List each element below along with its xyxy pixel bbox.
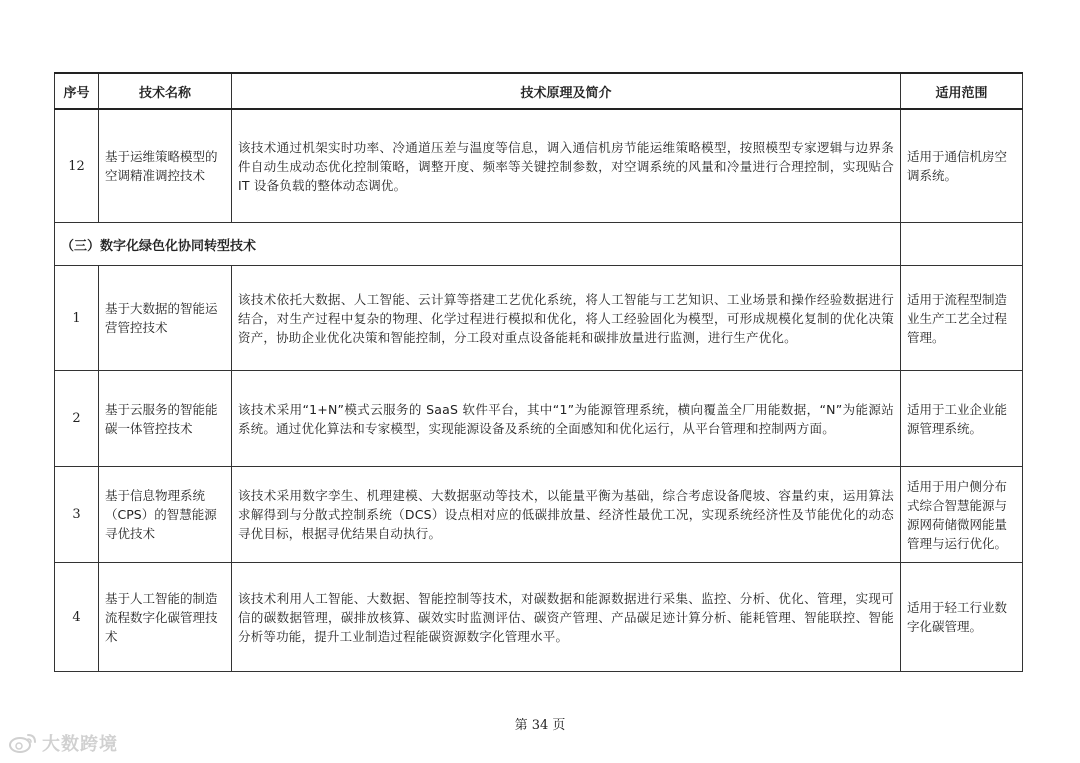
watermark-text: 大数跨境 (42, 734, 118, 755)
tech-description: 该技术采用数字孪生、机理建模、大数据驱动等技术，以能量平衡为基础，综合考虑设备爬坡、容量约束，运用算法求解得到与分散式控制系统（DCS）设点相对应的低碳排放量、经济性最优工况，实现系统经济性及节能优化的动态寻优目标，根据寻优结果自动执行。 (232, 467, 901, 563)
table-row (55, 109, 1023, 223)
tech-name: 基于运维策略模型的空调精准调控技术 (99, 109, 232, 223)
header-no: 序号 (55, 73, 99, 109)
section-title: （三）数字化绿色化协同转型技术 (55, 223, 901, 266)
tech-scope: 适用于流程型制造业生产工艺全过程管理。 (901, 266, 1023, 371)
tech-name: 基于信息物理系统（CPS）的智慧能源寻优技术 (99, 467, 232, 563)
header-tech-desc: 技术原理及简介 (232, 73, 901, 109)
row-number: 12 (55, 109, 99, 223)
tech-description: 该技术通过机架实时功率、冷通道压差与温度等信息，调入通信机房节能运维策略模型，按照模型专家逻辑与边界条件自动生成动态优化控制策略，调整开度、频率等关键控制参数，对空调系统的风量和冷量进行合理控制，实现贴合 IT 设备负载的整体动态调优。 (232, 109, 901, 223)
table-row (55, 563, 1023, 672)
section-empty-cell (901, 223, 1023, 266)
table-header-row (55, 73, 1023, 109)
row-number: 2 (55, 371, 99, 467)
header-tech-name: 技术名称 (99, 73, 232, 109)
tech-description: 该技术利用人工智能、大数据、智能控制等技术，对碳数据和能源数据进行采集、监控、分析、优化、管理，实现可信的碳数据管理，碳排放核算、碳效实时监测评估、碳资产管理、产品碳足迹计算分析、能耗管理、智能联控、智能分析等功能，提升工业制造过程能碳资源数字化管理水平。 (232, 563, 901, 672)
technology-table (54, 72, 1023, 672)
page-number: 第 34 页 (514, 718, 566, 733)
tech-name: 基于大数据的智能运营管控技术 (99, 266, 232, 371)
row-number: 4 (55, 563, 99, 672)
tech-name: 基于人工智能的制造流程数字化碳管理技术 (99, 563, 232, 672)
row-number: 1 (55, 266, 99, 371)
header-scope: 适用范围 (901, 73, 1023, 109)
weibo-logo-icon (8, 731, 38, 755)
tech-scope: 适用于用户侧分布式综合智慧能源与源网荷储微网能量管理与运行优化。 (901, 467, 1023, 563)
watermark (8, 728, 118, 758)
tech-scope: 适用于轻工行业数字化碳管理。 (901, 563, 1023, 672)
tech-description: 该技术采用“1+N”模式云服务的 SaaS 软件平台，其中“1”为能源管理系统，横向覆盖全厂用能数据，“N”为能源站系统。通过优化算法和专家模型，实现能源设备及系统的全面感知和优化运行，从平台管理和控制两方面。 (232, 371, 901, 467)
tech-scope: 适用于通信机房空调系统。 (901, 109, 1023, 223)
table-row (55, 467, 1023, 563)
tech-name: 基于云服务的智能能碳一体管控技术 (99, 371, 232, 467)
tech-description: 该技术依托大数据、人工智能、云计算等搭建工艺优化系统，将人工智能与工艺知识、工业场景和操作经验数据进行结合，对生产过程中复杂的物理、化学过程进行模拟和优化，将人工经验固化为模型，可形成规模化复制的优化决策资产，协助企业优化决策和智能控制，分工段对重点设备能耗和碳排放量进行监测，进行生产优化。 (232, 266, 901, 371)
row-number: 3 (55, 467, 99, 563)
table-row (55, 371, 1023, 467)
section-row (55, 223, 1023, 266)
tech-scope: 适用于工业企业能源管理系统。 (901, 371, 1023, 467)
table-row (55, 266, 1023, 371)
